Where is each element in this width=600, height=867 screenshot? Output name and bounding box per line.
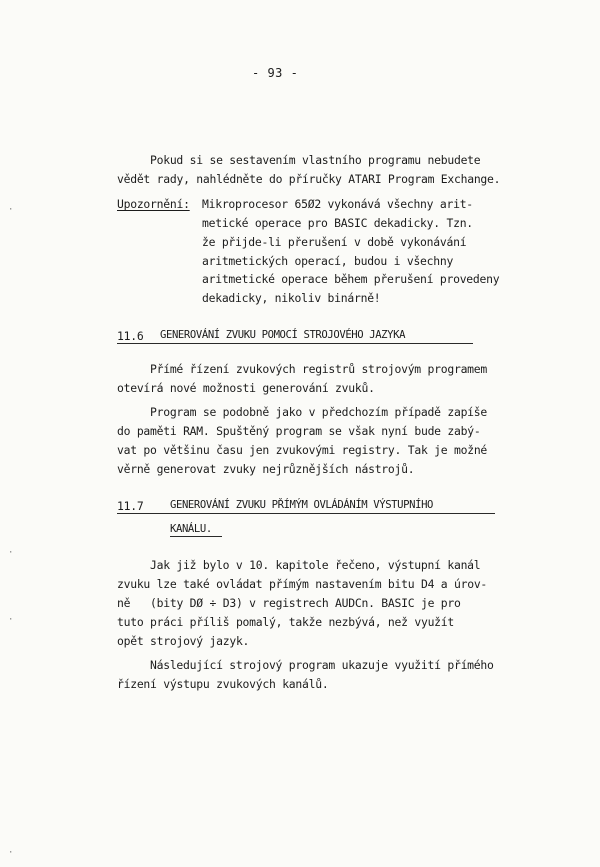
note-line-5: aritmetické operace během přerušení provedeny [202,272,500,286]
scan-speck: · [8,548,14,558]
scan-speck: · [8,615,14,625]
intro-line-2: vědět rady, nahlédněte do příručky ATARI Program Exchange. [117,172,501,186]
note-line-6: dekadicky, nikoliv binárně! [202,291,381,305]
section-11-7-underline-1 [117,513,495,514]
s117-p1-line-2: zvuku lze také ovládat přímým nastavením bitu D4 a úrov- [117,577,488,591]
note-line-2: metické operace pro BASIC dekadicky. Tzn. [202,216,473,230]
section-11-7-title-line-2: KANÁLU. [170,523,212,535]
section-11-6-title: GENEROVÁNÍ ZVUKU POMOCÍ STROJOVÉHO JAZYKA [160,329,406,341]
s117-p2-line-1: Následující strojový program ukazuje využití přímého [150,658,494,672]
s117-p1-line-1: Jak již bylo v 10. kapitole řečeno, výstupní kanál [150,558,481,572]
note-line-1: Mikroprocesor 65Ø2 vykonává všechny arit- [202,197,473,211]
s117-p1-line-4: tuto práci příliš pomalý, takže nezbývá, než využít [117,615,454,629]
note-label: Upozornění: [117,197,190,211]
s116-p1-line-2: otevírá nové možnosti generování zvuků. [117,381,375,395]
section-11-6-underline [117,343,473,344]
s116-p2-line-3: vat po většinu času jen zvukovými registry. Tak je možné [117,443,488,457]
note-line-3: že přijde-li přerušení v době vykonávání [202,235,467,249]
s117-p1-line-5: opět strojový jazyk. [117,634,250,648]
s116-p1-line-1: Přímé řízení zvukových registrů strojovým programem [150,362,487,376]
section-11-6-number: 11.6 [117,329,144,343]
s116-p2-line-2: do paměti RAM. Spuštěný program se však nyní bude zabý- [117,424,481,438]
s117-p1-line-3: ně (bity DØ ÷ D3) v registrech AUDCn. BASIC je pro [117,596,461,610]
scan-speck: · [8,205,14,215]
page-number: - 93 - [252,66,299,80]
intro-line-1: Pokud si se sestavením vlastního programu nebudete [150,153,481,167]
s116-p2-line-1: Program se podobně jako v předchozím případě zapíše [150,405,487,419]
section-11-7-number: 11.7 [117,499,144,513]
scan-speck: · [8,848,14,858]
section-11-7-title-line-1: GENEROVÁNÍ ZVUKU PŘÍMÝM OVLÁDÁNÍM VÝSTUPNÍHO [170,499,434,511]
section-11-7-underline-2 [170,536,222,537]
s116-p2-line-4: věrně generovat zvuky nejrůznějších nástrojů. [117,462,415,476]
s117-p2-line-2: řízení výstupu zvukových kanálů. [117,677,329,691]
note-line-4: aritmetických operací, budou i všechny [202,254,454,268]
